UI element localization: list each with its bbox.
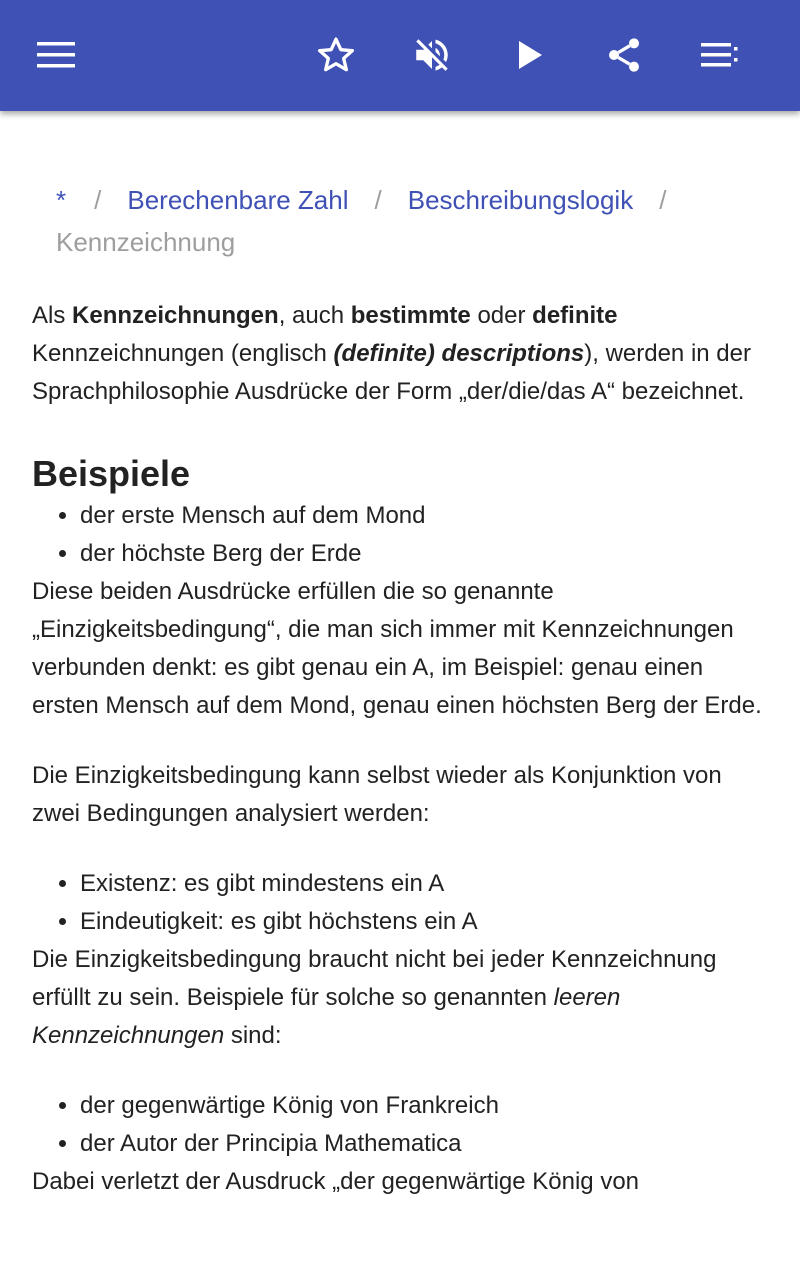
list-item: • der gegenwärtige König von Frankreich [80,1087,772,1125]
list-item: • der höchste Berg der Erde [80,535,772,573]
paragraph-text: Die Einzigkeitsbedingung braucht nicht bei jeder Kennzeichnung erfüllt zu sein. Beispiele für solche so genannten [32,946,717,1011]
breadcrumb-current: Kennzeichnung [56,227,236,257]
intro-paragraph [32,297,772,411]
play-icon [515,39,545,71]
list-item: • der Autor der Principia Mathematica [80,1125,772,1163]
app-toolbar [0,0,800,111]
intro-text: , auch [278,302,351,329]
breadcrumb-item-home[interactable]: * [56,185,67,215]
italic-term: leeren Kennzeichnungen [32,984,621,1049]
volume-off-icon [411,34,453,76]
breadcrumb-item-berechenbare-zahl[interactable]: Berechenbare Zahl [127,185,349,215]
intro-bold-italic-term: (definite) descriptions [333,340,585,367]
list-item: • Eindeutigkeit: es gibt höchstens ein A [80,903,772,941]
intro-text: Kennzeichnungen (englisch [32,340,334,367]
breadcrumb-separator: / [374,185,382,215]
list-item: • der erste Mensch auf dem Mond [80,497,772,535]
intro-text: oder [470,302,533,329]
playlist-button[interactable] [692,27,748,83]
bookmark-button[interactable] [308,27,364,83]
menu-button[interactable] [28,27,84,83]
intro-text: ), werden in der Sprachphilosophie Ausdrücke der Form „der/die/das A“ bezeichnet. [32,340,751,405]
paragraph-text: sind: [224,1022,282,1049]
paragraph-cut-off: Dabei verletzt der Ausdruck „der gegenwärtige König von [32,1168,640,1195]
breadcrumb-separator: / [659,185,667,215]
conditions-list [32,865,772,941]
empty-examples-list [32,1087,772,1163]
examples-list [32,497,772,573]
share-button[interactable] [596,27,652,83]
breadcrumb-item-beschreibungslogik[interactable]: Beschreibungslogik [407,185,634,215]
mute-button[interactable] [404,27,460,83]
article-content [32,111,772,1201]
paragraph-konjunktion: Die Einzigkeitsbedingung kann selbst wieder als Konjunktion von zwei Bedingungen analysiert werden: [32,762,722,827]
breadcrumb-separator: / [94,185,102,215]
paragraph-leere-kennzeichnungen [32,941,772,1055]
intro-bold-term: bestimmte [350,302,471,329]
play-button[interactable] [502,27,558,83]
intro-bold-term: definite [532,302,618,329]
share-icon [604,34,644,76]
paragraph-einzigkeitsbedingung: Diese beiden Ausdrücke erfüllen die so genannte „Einzigkeitsbedingung“, die man sich immer mit Kennzeichnungen verbunden denkt: es gibt genau ein A, im Beispiel: genau einen ersten Mensch auf dem Mond, genau einen höchsten Berg der Erde. [32,578,762,719]
section-heading-beispiele: Beispiele [32,453,191,494]
star-outline-icon [315,35,357,75]
playlist-icon [701,42,739,68]
breadcrumb [32,179,772,263]
list-item: • Existenz: es gibt mindestens ein A [80,865,772,903]
intro-bold-term: Kennzeichnungen [72,302,279,329]
intro-text: Als [32,302,73,329]
menu-icon [37,41,75,69]
